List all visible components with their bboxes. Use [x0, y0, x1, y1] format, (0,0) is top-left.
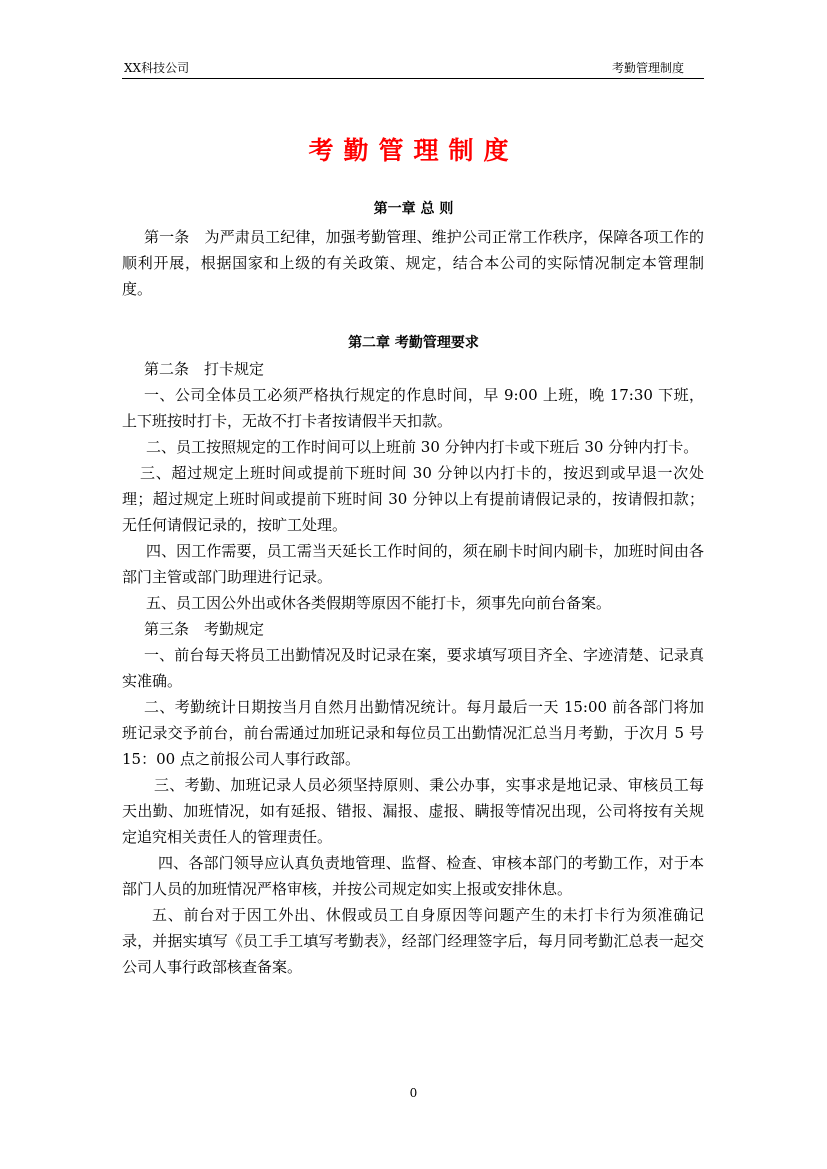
- article3-label: 第三条 考勤规定: [144, 620, 265, 638]
- article2-item-5: 五、员工因公外出或休各类假期等原因不能打卡，须事先向前台备案。: [146, 594, 612, 612]
- article2-item-4: 四、因工作需要，员工需当天延长工作时间的，须在刷卡时间内刷卡，加班时间由各部门主管或部门助理进行记录。: [122, 542, 704, 586]
- article3-item-3: 三、考勤、加班记录人员必须坚持原则、秉公办事，实事求是地记录、审核员工每天出勤、加班情况，如有延报、错报、漏报、虚报、瞒报等情况出现，公司将按有关规定追究相关责任人的管理责任。: [122, 776, 704, 846]
- article3-item-2: 二、考勤统计日期按当月自然月出勤情况统计。每月最后一天 15:00 前各部门将加班记录交予前台，前台需通过加班记录和每位员工出勤情况汇总当月考勤，于次月 5 号 15：00 点之前报公司人事行政部。: [122, 698, 704, 768]
- chapter1-heading: 第一章 总 则: [373, 201, 454, 217]
- chapter2-body: [122, 356, 704, 980]
- article2-item-3: 三、超过规定上班时间或提前下班时间 30 分钟以内打卡的，按迟到或早退一次处理；超过规定上班时间或提前下班时间 30 分钟以上有提前请假记录的，按请假扣款；无任何请假记录的，按旷工处理。: [122, 464, 704, 534]
- article2-item-1: 一、公司全体员工必须严格执行规定的作息时间，早 9:00 上班，晚 17:30 下班，上下班按时打卡，无故不打卡者按请假半天扣款。: [122, 386, 704, 430]
- header-company: XX科技公司: [124, 61, 190, 75]
- article2-label: 第二条 打卡规定: [144, 360, 265, 378]
- article3-item-1: 一、前台每天将员工出勤情况及时记录在案，要求填写项目齐全、字迹清楚、记录真实准确。: [122, 646, 704, 690]
- article3-item-4: 四、各部门领导应认真负责地管理、监督、检查、审核本部门的考勤工作，对于本部门人员的加班情况严格审核，并按公司规定如实上报或安排休息。: [122, 854, 704, 898]
- chapter1-body: [122, 224, 704, 302]
- page-number: 0: [409, 1086, 418, 1100]
- article1-text: 第一条 为严肃员工纪律，加强考勤管理、维护公司正常工作秩序，保障各项工作的顺利开展，根据国家和上级的有关政策、规定，结合本公司的实际情况制定本管理制度。: [122, 228, 704, 298]
- article2-item-2: 二、员工按照规定的工作时间可以上班前 30 分钟内打卡或下班后 30 分钟内打卡。: [146, 438, 699, 456]
- header-doc-name: 考勤管理制度: [611, 61, 684, 75]
- article3-item-5: 五、前台对于因工外出、休假或员工自身原因等问题产生的未打卡行为须准确记录，并据实填写《员工手工填写考勤表》，经部门经理签字后，每月同考勤汇总表一起交公司人事行政部核查备案。: [122, 906, 704, 976]
- chapter2-heading: 第二章 考勤管理要求: [348, 335, 479, 351]
- page-header: [122, 60, 704, 79]
- document-title: 考勤管理制度: [308, 136, 519, 165]
